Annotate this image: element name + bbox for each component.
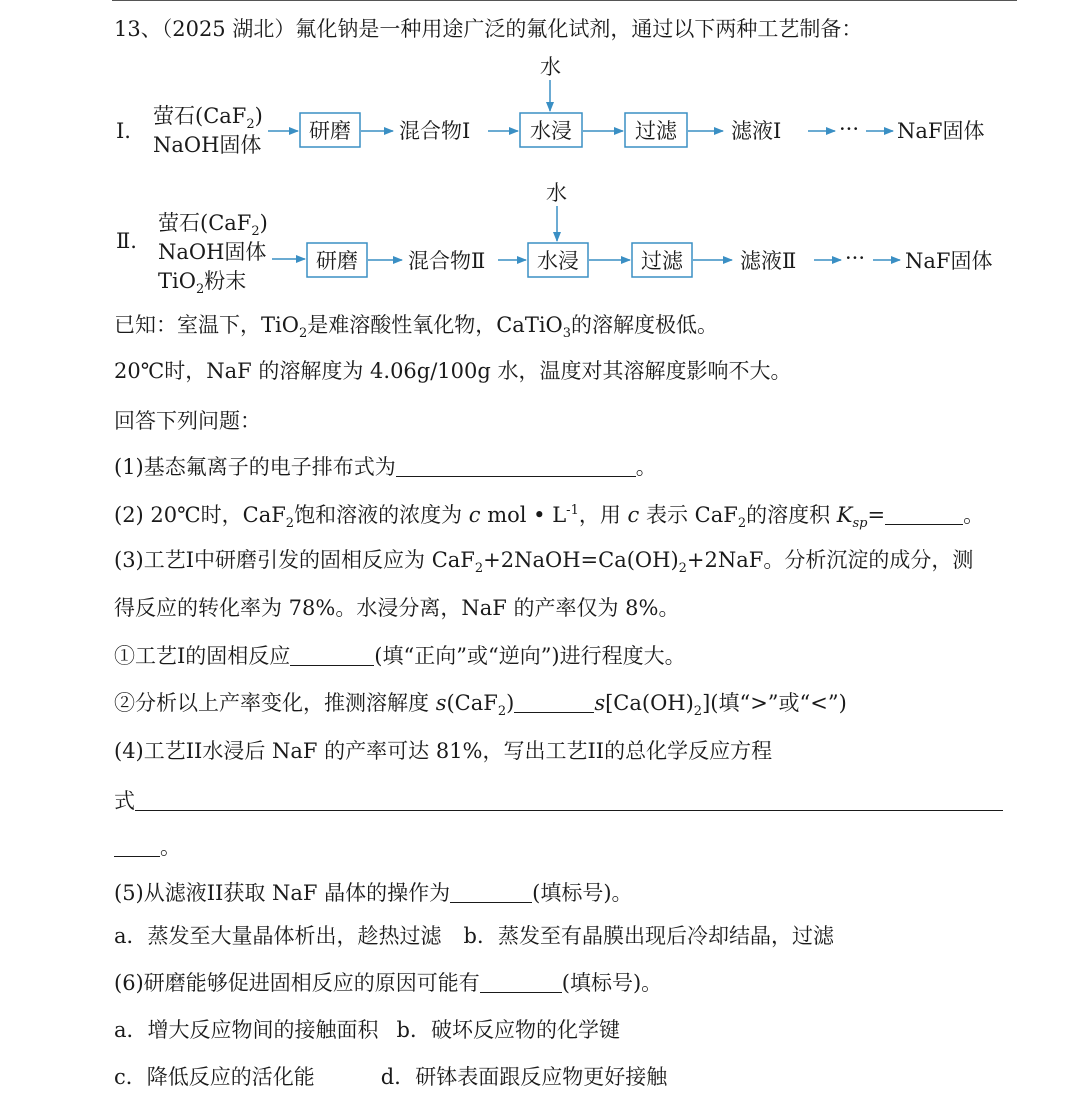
question-5-options	[114, 921, 834, 951]
known-line-2: 20℃时，NaF 的溶解度为 4.06g/100g 水，温度对其溶解度影响不大。	[114, 359, 792, 383]
top-rule	[112, 0, 1017, 1]
answer-blank-4-cont[interactable]	[114, 834, 160, 857]
flow2-label: Ⅱ.	[116, 229, 137, 253]
flow1-box-leach-label: 水浸	[530, 119, 572, 143]
answer-blank-1[interactable]	[396, 454, 636, 477]
question-4-answer-line-2: 。	[114, 832, 181, 862]
process-flow-diagram	[0, 48, 1080, 308]
question-4: (4)工艺II水浸后 NaF 的产率可达 81%，写出工艺II的总化学反应方程	[114, 739, 773, 763]
flow2-input-naoh: NaOH固体	[158, 240, 267, 264]
flow2-input-fluorite: 萤石(CaF$_2$)	[158, 211, 268, 239]
option-5b: b．蒸发至有晶膜出现后冷却结晶，过滤	[463, 924, 834, 948]
answer-blank-6[interactable]	[480, 970, 562, 993]
flow2-mixture: 混合物Ⅱ	[408, 249, 486, 273]
question-6-options-row-2	[114, 1062, 667, 1092]
flow1-box-grind-label: 研磨	[309, 119, 351, 143]
question-3-part-2: ②分析以上产率变化，推测溶解度 s(CaF$_2$) $s[Ca(OH)_2]$(填“>”或“<”)	[114, 691, 847, 720]
question-4-answer-line: 式	[114, 786, 1003, 816]
answer-blank-3-2[interactable]	[514, 690, 594, 713]
flow2-dots: ···	[845, 246, 866, 270]
option-6c: c．降低反应的活化能	[114, 1065, 315, 1089]
known-line-1: 已知：室温下，TiO$_2$是难溶酸性氧化物，CaTiO$_3$的溶解度极低。	[114, 313, 719, 342]
flow2-box-grind-label: 研磨	[316, 249, 358, 273]
question-1: (1)基态氟离子的电子排布式为 。	[114, 455, 657, 479]
question-6: (6)研磨能够促进固相反应的原因可能有 (填标号)。	[114, 971, 663, 995]
flow2-filtrate: 滤液Ⅱ	[740, 249, 797, 273]
question-intro: 13、（2025 湖北）氟化钠是一种用途广泛的氟化试剂，通过以下两种工艺制备：	[114, 17, 863, 41]
flow2-water: 水	[546, 181, 567, 205]
question-3: (3)工艺I中研磨引发的固相反应为 $CaF_2+2NaOH=Ca(OH)_2+2NaF$。分析沉淀的成分，测	[114, 548, 974, 577]
option-6d: d．研钵表面跟反应物更好接触	[380, 1065, 668, 1089]
flow2-box-filter-label: 过滤	[641, 249, 683, 273]
question-6-options-row-1	[114, 1015, 620, 1045]
flow2-product: NaF固体	[905, 249, 993, 273]
answer-blank-2[interactable]	[885, 502, 963, 525]
flow1-dots: ···	[839, 117, 860, 141]
flow1-input-naoh: NaOH固体	[153, 133, 262, 157]
question-5: (5)从滤液II获取 NaF 晶体的操作为 (填标号)。	[114, 881, 633, 905]
flow2-input-tio2: TiO$_2$粉末	[158, 269, 247, 297]
flow1-box-filter-label: 过滤	[635, 119, 677, 143]
flow1-product: NaF固体	[897, 119, 985, 143]
answer-blank-3-1[interactable]	[290, 643, 374, 666]
option-6b: b．破坏反应物的化学键	[396, 1018, 620, 1042]
flow2-box-leach-label: 水浸	[537, 249, 579, 273]
question-3-part-1: ①工艺I的固相反应 (填“正向”或“逆向”)进行程度大。	[114, 644, 686, 668]
flow1-label: Ⅰ.	[116, 119, 131, 143]
option-6a: a．增大反应物间的接触面积	[114, 1018, 379, 1042]
known-line-3: 回答下列问题：	[114, 409, 261, 433]
flow1-water: 水	[540, 55, 561, 79]
answer-blank-5[interactable]	[450, 880, 532, 903]
question-3-line-2: 得反应的转化率为 78%。水浸分离，NaF 的产率仅为 8%。	[114, 596, 680, 620]
option-5a: a．蒸发至大量晶体析出，趁热过滤	[114, 924, 442, 948]
answer-blank-4[interactable]	[135, 788, 1003, 811]
flow1-input-fluorite: 萤石(CaF$_2$)	[153, 104, 263, 132]
flow1-filtrate: 滤液Ⅰ	[731, 119, 782, 143]
flow1-mixture: 混合物Ⅰ	[399, 119, 471, 143]
question-2: (2) 20℃时，CaF$_2$饱和溶液的浓度为 c mol • $L^{-1}$，用 c 表示 CaF$_2$的溶度积 $K_{sp}=$ 。	[114, 503, 985, 532]
